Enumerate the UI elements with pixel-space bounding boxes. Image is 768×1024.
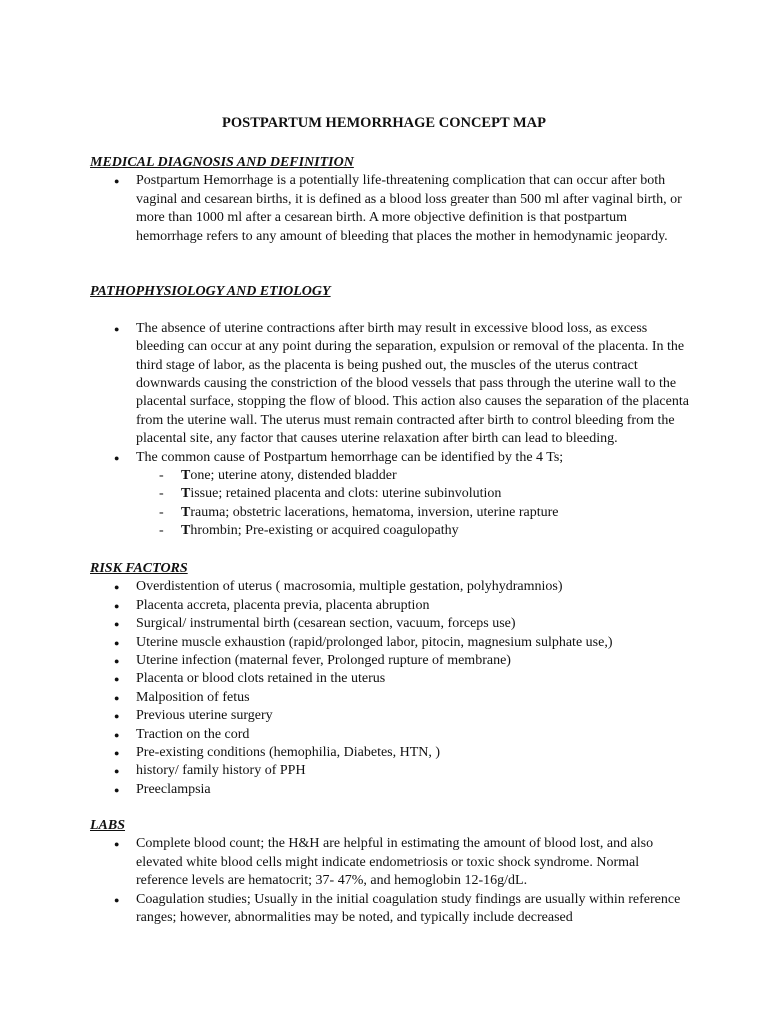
section-diagnosis xyxy=(90,154,690,246)
list-item: ● Overdistention of uterus ( macrosomia, multiple gestation, polyhydramnios) xyxy=(90,578,690,596)
section-heading: MEDICAL DIAGNOSIS AND DEFINITION xyxy=(90,155,354,170)
bullet-list xyxy=(90,578,690,799)
four-ts-text: rauma; obstetric lacerations, hematoma, inversion, uterine rapture xyxy=(190,504,559,520)
four-ts-text: issue; retained placenta and clots: uterine subinvolution xyxy=(190,486,502,502)
four-ts-text: one; uterine atony, distended bladder xyxy=(190,468,397,484)
list-item: ● history/ family history of PPH xyxy=(90,762,690,780)
four-ts-item xyxy=(90,504,690,522)
section-risk-factors xyxy=(90,560,690,799)
list-item: ● Coagulation studies; Usually in the initial coagulation study findings are usually within reference ranges; however, abnormalities may be noted, and typically include decreased xyxy=(90,891,690,928)
bullet-list xyxy=(90,835,690,927)
list-item: ● The absence of uterine contractions after birth may result in excessive blood loss, as excess bleeding can occur at any point during the separation, expulsion or removal of the placenta. In the third stage of labor, as the placenta is being pushed out, the muscles of the uterus contract downwards causing the constriction of the blood vessels that pass through the uterine wall to the placental surface, stopping the flow of blood. This action also causes the separation of the placenta from the uterine wall. The uterus must remain contracted after birth to control bleeding from the placental site, any factor that causes uterine relaxation after birth can lead to bleeding. xyxy=(90,320,690,449)
list-item: ● Uterine muscle exhaustion (rapid/prolonged labor, pitocin, magnesium sulphate use,) xyxy=(90,634,690,652)
list-item: ● Uterine infection (maternal fever, Prolonged rupture of membrane) xyxy=(90,652,690,670)
bullet-list xyxy=(90,320,690,541)
section-pathophysiology xyxy=(90,283,690,541)
section-heading: RISK FACTORS xyxy=(90,561,188,576)
section-heading: LABS xyxy=(90,818,126,833)
four-ts-item xyxy=(90,467,690,485)
list-item: ● Placenta accreta, placenta previa, placenta abruption xyxy=(90,597,690,615)
list-item: ● Preeclampsia xyxy=(90,781,690,799)
section-heading: PATHOPHYSIOLOGY AND ETIOLOGY xyxy=(90,284,331,299)
list-item: ● Malposition of fetus xyxy=(90,689,690,707)
list-item: ● Postpartum Hemorrhage is a potentially life-threatening complication that can occur after both vaginal and cesarean births, it is defined as a blood loss greater than 500 ml after vaginal birth, or more than 1000 ml after a cesarean birth. A more objective definition is that postpartum hemorrhage refers to any amount of bleeding that places the mother in hemodynamic jeopardy. xyxy=(90,172,690,246)
list-item: ● Complete blood count; the H&H are helpful in estimating the amount of blood lost, and also elevated white blood cells might indicate endometriosis or toxic shock syndrome. Normal reference levels are hematocrit; 37- 47%, and hemoglobin 12-16g/dL. xyxy=(90,835,690,890)
list-item: ● Pre-existing conditions (hemophilia, Diabetes, HTN, ) xyxy=(90,744,690,762)
bullet-list xyxy=(90,172,690,246)
four-ts-letter: T xyxy=(181,523,191,539)
list-item: ● Traction on the cord xyxy=(90,726,690,744)
four-ts-text: hrombin; Pre-existing or acquired coagulopathy xyxy=(190,523,459,539)
list-item xyxy=(90,449,690,541)
section-labs xyxy=(90,817,690,927)
four-ts-item xyxy=(90,485,690,503)
list-item: ● Surgical/ instrumental birth (cesarean section, vacuum, forceps use) xyxy=(90,615,690,633)
four-ts-letter: T xyxy=(181,468,191,484)
four-ts-letter: T xyxy=(181,504,191,520)
list-item-text: The common cause of Postpartum hemorrhage can be identified by the 4 Ts; xyxy=(136,449,564,465)
four-ts-list xyxy=(90,467,690,541)
document-title: POSTPARTUM HEMORRHAGE CONCEPT MAP xyxy=(222,115,546,131)
four-ts-letter: T xyxy=(181,486,191,502)
list-item: ● Previous uterine surgery xyxy=(90,707,690,725)
list-item: ● Placenta or blood clots retained in the uterus xyxy=(90,670,690,688)
four-ts-item xyxy=(90,522,690,540)
